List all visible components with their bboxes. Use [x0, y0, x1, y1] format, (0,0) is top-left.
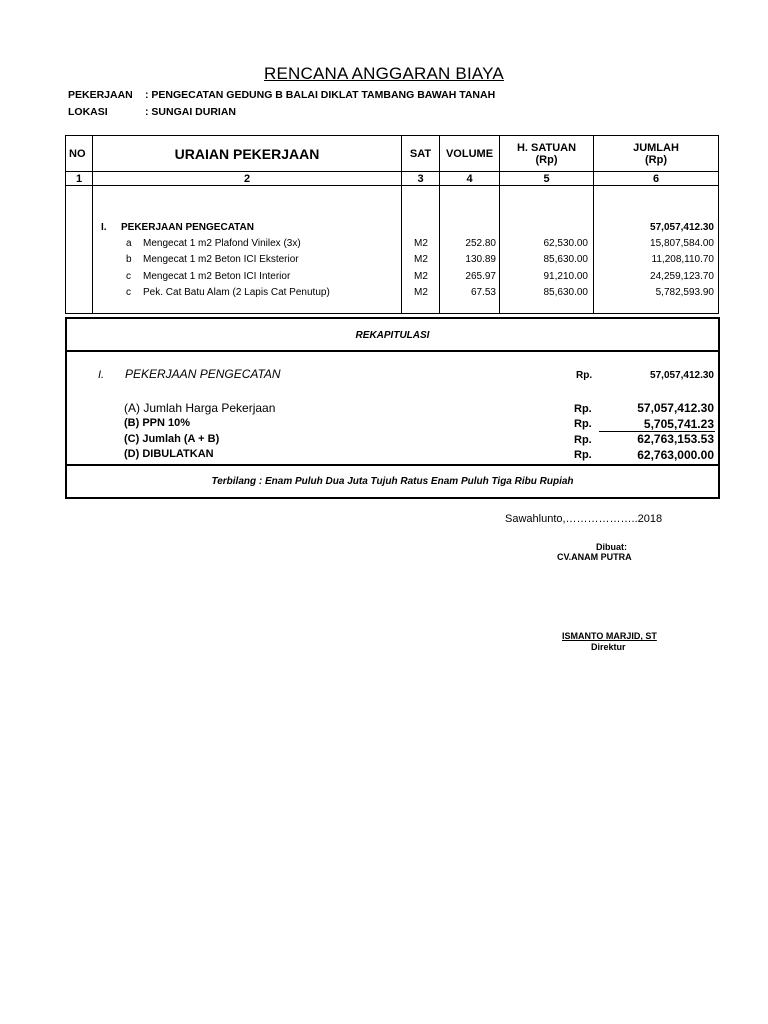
rekap-title: REKAPITULASI [355, 330, 430, 341]
rekap-divider [67, 464, 718, 466]
header-uraian: URAIAN PEKERJAAN [93, 136, 402, 172]
item-price: 85,630.00 [543, 287, 588, 298]
lokasi-label: LOKASI [68, 106, 108, 118]
rekapitulasi-box [65, 317, 720, 499]
item-letter: c [126, 287, 131, 298]
item-letter: a [126, 238, 132, 249]
body-amount-cell [594, 186, 719, 314]
section-no: I. [101, 222, 107, 233]
col-number: 6 [594, 172, 719, 186]
item-desc: Mengecat 1 m2 Plafond Vinilex (3x) [143, 238, 301, 249]
body-sat-cell [402, 186, 440, 314]
header-satuan-line2: (Rp) [535, 153, 558, 166]
header-jumlah-line1: JUMLAH [633, 141, 679, 154]
item-letter: c [126, 271, 131, 282]
item-desc: Pek. Cat Batu Alam (2 Lapis Cat Penutup) [143, 287, 330, 298]
pekerjaan-label: PEKERJAAN [68, 89, 133, 101]
signer-name: ISMANTO MARJID, ST [562, 631, 657, 641]
column-number-row [66, 172, 719, 186]
col-number: 5 [500, 172, 594, 186]
rekap-line-c-label: (C) Jumlah (A + B) [124, 433, 220, 445]
pekerjaan-value: : PENGECATAN GEDUNG B BALAI DIKLAT TAMBANG BAWAH TANAH [145, 89, 496, 101]
item-price: 62,530.00 [543, 238, 588, 249]
header-volume: VOLUME [440, 136, 500, 172]
item-volume: 265.97 [465, 271, 496, 282]
header-no: NO [66, 136, 93, 172]
item-volume: 130.89 [465, 254, 496, 265]
dibuat-label: Dibuat: [596, 542, 627, 552]
rekap-line-a-value: 57,057,412.30 [637, 401, 714, 415]
body-volume-cell [440, 186, 500, 314]
item-sat: M2 [414, 271, 428, 282]
item-price: 91,210.00 [543, 271, 588, 282]
rekap-divider [67, 350, 718, 352]
lokasi-value: : SUNGAI DURIAN [145, 106, 236, 118]
rekap-line-d-label: (D) DIBULATKAN [124, 448, 214, 460]
signer-position: Direktur [591, 642, 626, 652]
budget-table [65, 135, 719, 314]
rekap-line-a-label: (A) Jumlah Harga Pekerjaan [124, 401, 276, 415]
section-total: 57,057,412.30 [650, 222, 714, 233]
body-price-cell [500, 186, 594, 314]
terbilang-text: Terbilang : Enam Puluh Dua Juta Tujuh Ratus Enam Puluh Tiga Ribu Rupiah [211, 476, 574, 487]
col-number: 1 [66, 172, 93, 186]
place-date: Sawahlunto,………………..2018 [505, 513, 663, 525]
document-title: RENCANA ANGGARAN BIAYA [264, 64, 504, 83]
table-header-row [66, 136, 719, 172]
item-letter: b [126, 254, 132, 265]
item-price: 85,630.00 [543, 254, 588, 265]
col-number: 3 [402, 172, 440, 186]
item-desc: Mengecat 1 m2 Beton ICI Interior [143, 271, 291, 282]
body-uraian-cell [93, 186, 402, 314]
col-number: 2 [93, 172, 402, 186]
company-name: CV.ANAM PUTRA [557, 552, 632, 562]
item-amount: 11,208,110.70 [651, 254, 714, 265]
rekap-line-b-value: 5,705,741.23 [643, 417, 714, 431]
item-sat: M2 [414, 254, 428, 265]
header-jumlah-line2: (Rp) [645, 153, 667, 166]
item-desc: Mengecat 1 m2 Beton ICI Eksterior [143, 254, 299, 265]
header-sat: SAT [402, 136, 440, 172]
item-amount: 5,782,593.90 [655, 287, 714, 298]
rekap-line-b-label: (B) PPN 10% [124, 417, 191, 429]
rekap-line-c-rp: Rp. [574, 434, 592, 446]
header-satuan [500, 136, 594, 172]
rekap-line-c-value: 62,763,153.53 [637, 432, 714, 446]
rekap-line-d-rp: Rp. [574, 449, 592, 461]
item-sat: M2 [414, 287, 428, 298]
section-title: PEKERJAAN PENGECATAN [121, 222, 254, 233]
rekap-section-title: PEKERJAAN PENGECATAN [125, 367, 281, 381]
item-amount: 15,807,584.00 [650, 238, 714, 249]
item-sat: M2 [414, 238, 428, 249]
table-body-row [66, 186, 719, 314]
rekap-section-total: 57,057,412.30 [650, 370, 714, 381]
header-satuan-line1: H. SATUAN [516, 141, 577, 154]
item-volume: 67.53 [470, 287, 496, 298]
rekap-section-rp: Rp. [576, 370, 593, 381]
col-number: 4 [440, 172, 500, 186]
item-amount: 24,259,123.70 [650, 271, 714, 282]
rekap-line-b-rp: Rp. [574, 418, 592, 430]
rekap-line-a-rp: Rp. [574, 403, 592, 415]
rekap-section-no: I. [98, 369, 105, 381]
header-jumlah [594, 136, 719, 172]
rekap-line-d-value: 62,763,000.00 [637, 448, 714, 462]
body-no-cell [66, 186, 93, 314]
item-volume: 252.80 [465, 238, 496, 249]
